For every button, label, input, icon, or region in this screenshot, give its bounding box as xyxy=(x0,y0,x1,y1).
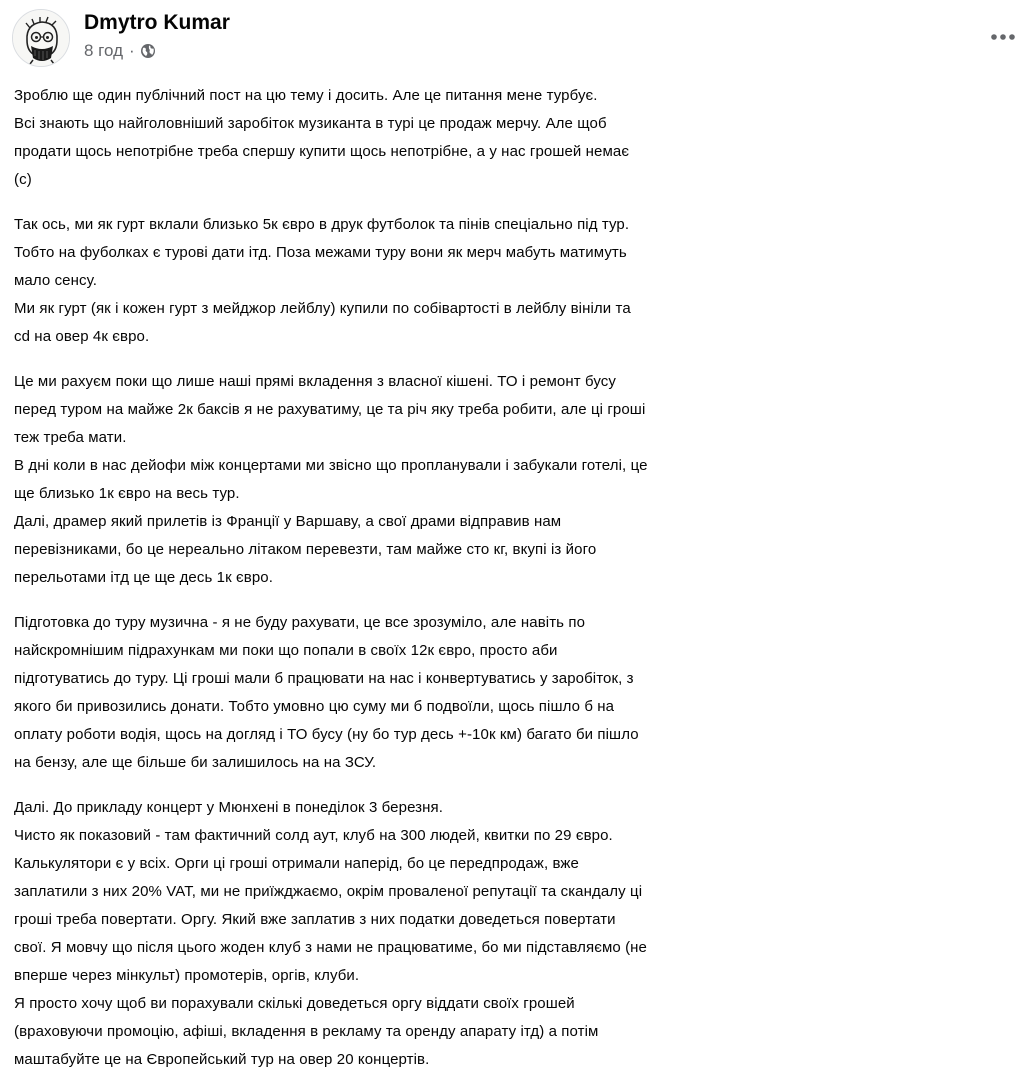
text-line: Всі знають що найголовніший заробіток музиканта в турі це продаж мерчу. Але щоб xyxy=(14,115,607,132)
text-line: мало сенсу. xyxy=(14,272,97,289)
text-line: маштабуйте це на Європейський тур на овер 20 концертів. xyxy=(14,1051,430,1068)
meta-separator: · xyxy=(129,41,135,60)
post-paragraph xyxy=(14,368,1026,592)
text-line: В дні коли в нас дейофи між концертами ми звісно що пропланували і забукали готелі, це xyxy=(14,457,648,474)
text-line: Зроблю ще один публічний пост на цю тему і досить. Але це питання мене турбує. xyxy=(14,87,598,104)
text-line: перевізниками, бо це нереально літаком перевезти, там майже сто кг, вкупі із його xyxy=(14,541,597,558)
post-header xyxy=(0,0,1032,78)
text-line: якого би привозились донати. Тобто умовно цю суму ми б подвоїли, щось пішло б на xyxy=(14,698,615,715)
text-line: перельотами ітд це ще десь 1к євро. xyxy=(14,569,273,586)
text-line: ще близько 1к євро на весь тур. xyxy=(14,485,240,502)
text-line: продати щось непотрібне треба спершу купити щось непотрібне, а у нас грошей немає xyxy=(14,143,630,160)
post-timestamp[interactable]: 8 год xyxy=(84,41,124,60)
text-line: вперше через мінкульт) промотерів, оргів, клуби. xyxy=(14,967,360,984)
post-paragraph xyxy=(14,609,1026,777)
text-line: Це ми рахуєм поки що лише наші прямі вкладення з власної кішені. ТО і ремонт бусу xyxy=(14,373,616,390)
text-line: свої. Я мовчу що після цього жоден клуб з нами не працюватиме, бо ми підставляємо (не xyxy=(14,939,647,956)
text-line: Підготовка до туру музична - я не буду рахувати, це все зрозуміло, але навіть по xyxy=(14,614,586,631)
text-line: Так ось, ми як гурт вклали близько 5к євро в друк футболок та пінів спеціально під тур. xyxy=(14,216,630,233)
text-line: (с) xyxy=(14,171,32,188)
text-line: cd на овер 4к євро. xyxy=(14,328,150,345)
author-name[interactable]: Dmytro Kumar xyxy=(84,11,230,34)
post-meta xyxy=(84,41,156,61)
text-line: (враховуючи промоцію, афіші, вкладення в рекламу та оренду апарату ітд) а потім xyxy=(14,1023,599,1040)
text-line: на бензу, але ще більше би залишилось на на ЗСУ. xyxy=(14,754,377,771)
globe-icon[interactable] xyxy=(140,43,156,59)
text-line: Тобто на фуболках є турові дати ітд. Поза межами туру вони як мерч мабуть матимуть xyxy=(14,244,627,261)
post-paragraph xyxy=(14,211,1026,351)
text-line: Чисто як показовий - там фактичний солд аут, клуб на 300 людей, квитки по 29 євро. xyxy=(14,827,613,844)
text-line: Далі, драмер який прилетів із Франції у Варшаву, а свої драми відправив нам xyxy=(14,513,562,530)
post-body xyxy=(14,82,1026,1091)
post-paragraph xyxy=(14,82,1026,194)
more-horizontal-icon xyxy=(990,33,1016,41)
text-line: теж треба мати. xyxy=(14,429,127,446)
text-line: оплату роботи водія, щось на догляд і ТО бусу (ну бо тур десь +-10к км) багато би пішло xyxy=(14,726,639,743)
text-line: підготуватись до туру. Ці гроші мали б працювати на нас і конвертуватись у заробіток, з xyxy=(14,670,634,687)
text-line: Ми як гурт (як і кожен гурт з мейджор лейблу) купили по собівартості в лейблу вініли та xyxy=(14,300,631,317)
post-paragraph xyxy=(14,794,1026,1074)
avatar[interactable] xyxy=(12,9,70,67)
text-line: Далі. До прикладу концерт у Мюнхені в понеділок 3 березня. xyxy=(14,799,444,816)
text-line: Калькулятори є у всіх. Орги ці гроші отримали наперід, бо це передпродаж, вже xyxy=(14,855,579,872)
more-options-button[interactable] xyxy=(984,18,1022,56)
text-line: перед туром на майже 2к баксів я не рахуватиму, це та річ яку треба робити, але ці гроші xyxy=(14,401,646,418)
text-line: Я просто хочу щоб ви порахували скількі доведеться оргу віддати своїх грошей xyxy=(14,995,575,1012)
text-line: заплатили з них 20% VAT, ми не приїжджаємо, окрім проваленої репутації та скандалу ці xyxy=(14,883,643,900)
text-line: найскромнішим підрахункам ми поки що попали в своїх 12к євро, просто аби xyxy=(14,642,558,659)
avatar-drawing-icon xyxy=(13,10,70,67)
text-line: гроші треба повертати. Оргу. Який вже заплатив з них податки доведеться повертати xyxy=(14,911,616,928)
